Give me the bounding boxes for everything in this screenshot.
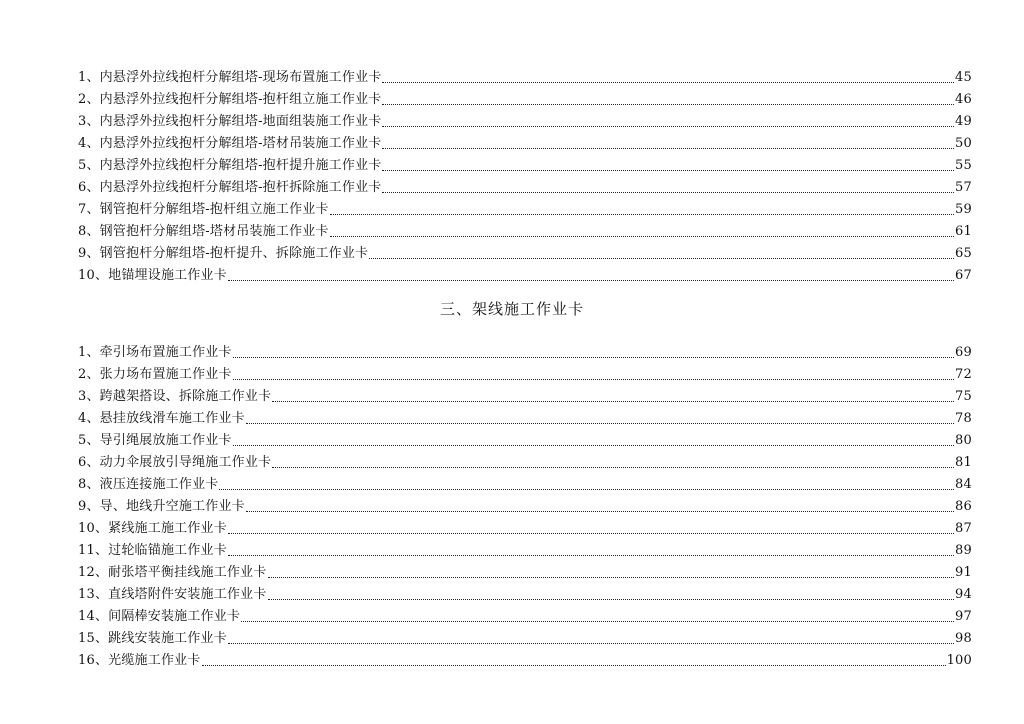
toc-entry[interactable] [78,471,972,493]
toc-entry-page: 87 [955,521,972,536]
toc-entry[interactable] [78,559,972,581]
dot-leader [382,123,954,127]
toc-entry[interactable] [78,603,972,625]
toc-entry-page: 45 [955,70,972,85]
dot-leader [246,508,954,512]
toc-entry-page: 80 [955,433,972,448]
toc-entry-page: 75 [955,389,972,404]
dot-leader [382,189,954,193]
toc-entry-page: 94 [955,587,972,602]
toc-entry-page: 86 [955,499,972,514]
dot-leader [241,618,954,622]
toc-entry-label: 9、钢管抱杆分解组塔-抱杆提升、拆除施工作业卡 [78,246,369,261]
toc-list-part1 [78,64,972,284]
toc-entry-page: 89 [955,543,972,558]
toc-entry-label: 3、内悬浮外拉线抱杆分解组塔-地面组装施工作业卡 [78,114,382,129]
toc-entry[interactable] [78,383,972,405]
toc-entry-page: 67 [955,268,972,283]
toc-entry[interactable] [78,405,972,427]
dot-leader [228,277,954,281]
toc-entry-label: 2、张力场布置施工作业卡 [78,367,232,382]
toc-entry-page: 69 [955,345,972,360]
dot-leader [228,552,954,556]
section-heading: 三、架线施工作业卡 [439,300,584,318]
toc-entry-page: 55 [955,158,972,173]
toc-entry-label: 14、间隔棒安装施工作业卡 [78,609,241,624]
toc-entry-label: 1、牵引场布置施工作业卡 [78,345,232,360]
toc-entry-label: 2、内悬浮外拉线抱杆分解组塔-抱杆组立施工作业卡 [78,92,382,107]
dot-leader [382,167,954,171]
toc-entry-page: 50 [955,136,972,151]
toc-entry-label: 6、内悬浮外拉线抱杆分解组塔-抱杆拆除施工作业卡 [78,180,382,195]
toc-entry[interactable] [78,174,972,196]
toc-entry[interactable] [78,218,972,240]
toc-entry-page: 57 [955,180,972,195]
toc-entry[interactable] [78,152,972,174]
toc-entry[interactable] [78,361,972,383]
toc-entry-page: 91 [955,565,972,580]
toc-entry[interactable] [78,108,972,130]
toc-entry-label: 6、动力伞展放引导绳施工作业卡 [78,455,272,470]
toc-entry[interactable] [78,339,972,361]
toc-entry[interactable] [78,581,972,603]
toc-entry-page: 46 [955,92,972,107]
toc-entry[interactable] [78,625,972,647]
toc-entry[interactable] [78,427,972,449]
dot-leader [382,101,954,105]
toc-entry[interactable] [78,240,972,262]
dot-leader [228,640,954,644]
toc-entry-label: 16、光缆施工作业卡 [78,653,201,668]
dot-leader [233,354,954,358]
dot-leader [228,530,954,534]
toc-entry-page: 61 [955,224,972,239]
toc-entry-label: 4、内悬浮外拉线抱杆分解组塔-塔材吊装施工作业卡 [78,136,382,151]
toc-entry-page: 98 [955,631,972,646]
dot-leader [369,255,954,259]
toc-entry-label: 12、耐张塔平衡挂线施工作业卡 [78,565,267,580]
toc-entry-page: 59 [955,202,972,217]
toc-entry-label: 10、地锚埋设施工作业卡 [78,268,227,283]
toc-entry[interactable] [78,493,972,515]
toc-entry-page: 65 [955,246,972,261]
dot-leader [330,233,954,237]
toc-entry-page: 84 [955,477,972,492]
dot-leader [202,662,946,666]
dot-leader [268,596,955,600]
toc-entry-label: 10、紧线施工施工作业卡 [78,521,227,536]
dot-leader [382,79,954,83]
dot-leader [219,486,954,490]
dot-leader [382,145,954,149]
toc-entry-label: 8、钢管抱杆分解组塔-塔材吊装施工作业卡 [78,224,329,239]
toc-entry[interactable] [78,262,972,284]
toc-entry[interactable] [78,647,972,669]
toc-entry-label: 13、直线塔附件安装施工作业卡 [78,587,267,602]
dot-leader [268,574,955,578]
toc-entry-label: 5、内悬浮外拉线抱杆分解组塔-抱杆提升施工作业卡 [78,158,382,173]
toc-entry[interactable] [78,515,972,537]
toc-entry-page: 49 [955,114,972,129]
toc-entry-page: 72 [955,367,972,382]
toc-entry-page: 81 [955,455,972,470]
dot-leader [233,442,954,446]
toc-entry-label: 8、液压连接施工作业卡 [78,477,219,492]
toc-entry-page: 100 [946,653,972,668]
dot-leader [246,420,954,424]
dot-leader [272,398,954,402]
toc-entry[interactable] [78,64,972,86]
toc-entry-label: 11、过轮临锚施工作业卡 [78,543,227,558]
toc-entry[interactable] [78,537,972,559]
dot-leader [272,464,954,468]
toc-entry-label: 1、内悬浮外拉线抱杆分解组塔-现场布置施工作业卡 [78,70,382,85]
toc-entry-page: 78 [955,411,972,426]
toc-entry[interactable] [78,449,972,471]
toc-entry-label: 7、钢管抱杆分解组塔-抱杆组立施工作业卡 [78,202,329,217]
toc-entry[interactable] [78,196,972,218]
toc-list-part2 [78,339,972,669]
toc-entry-label: 3、跨越架搭设、拆除施工作业卡 [78,389,272,404]
dot-leader [330,211,954,215]
toc-entry-label: 5、导引绳展放施工作业卡 [78,433,232,448]
toc-entry-page: 97 [955,609,972,624]
toc-entry-label: 4、悬挂放线滑车施工作业卡 [78,411,245,426]
toc-entry[interactable] [78,130,972,152]
dot-leader [233,376,954,380]
toc-entry-label: 9、导、地线升空施工作业卡 [78,499,245,514]
toc-entry[interactable] [78,86,972,108]
toc-entry-label: 15、跳线安装施工作业卡 [78,631,227,646]
